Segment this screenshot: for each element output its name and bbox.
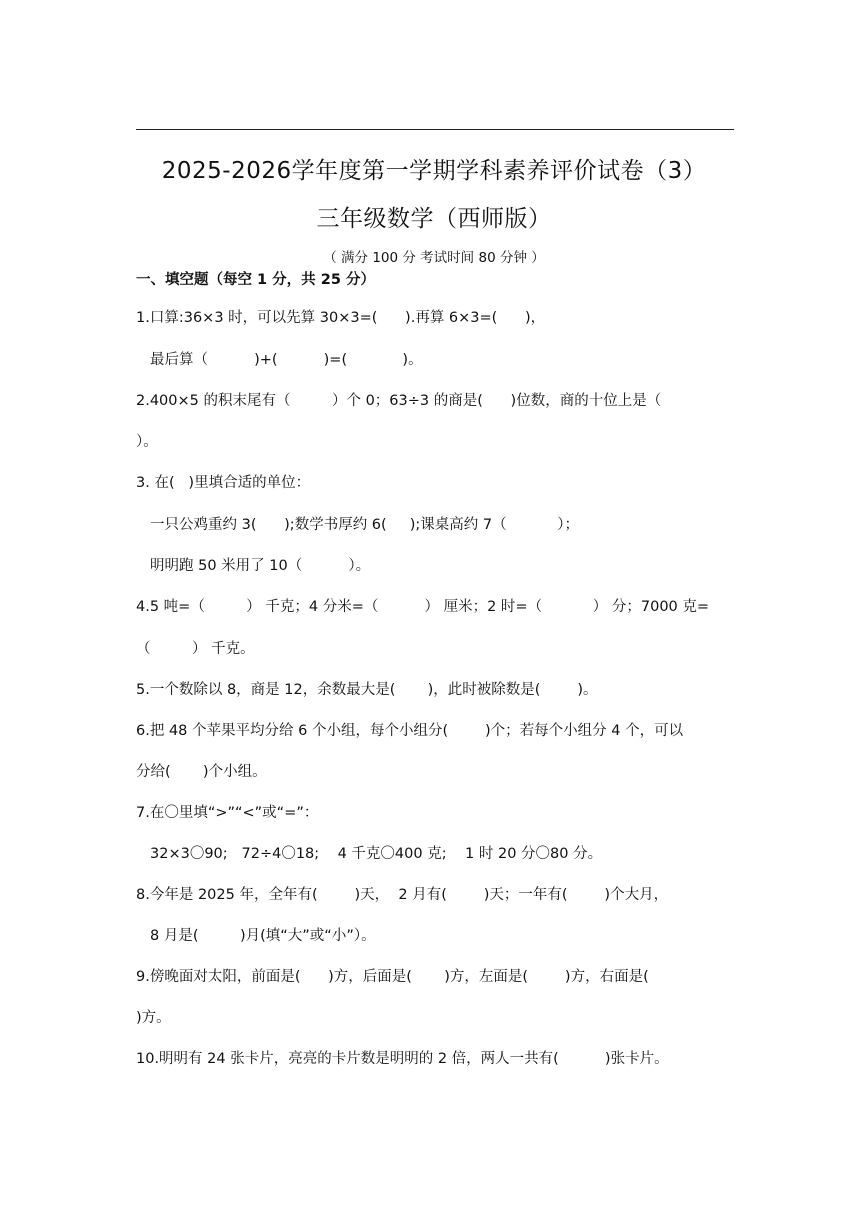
question-9-line-1: 9.傍晚面对太阳，前面是( )方，后面是( )方，左面是( )方，右面是( (136, 969, 649, 985)
question-6-line-2: 分给( )个小组。 (136, 764, 267, 780)
question-2-line-1: 2.400×5 的积末尾有（ ）个 0；63÷3 的商是( )位数，商的十位上是（ (136, 393, 662, 409)
question-7-line-1: 7.在〇里填“>”“<”或“=”： (136, 805, 319, 821)
question-3-line-3: 明明跑 50 米用了 10（ ）。 (150, 558, 371, 574)
question-2-line-2: ）。 (136, 434, 158, 450)
score-info: （ 满分 100 分 考试时间 80 分钟 ） (323, 250, 545, 266)
exam-subtitle: 三年级数学（西师版） (316, 206, 552, 232)
question-8-line-2: 8 月是( )月(填“大”或“小”）。 (150, 928, 376, 944)
header-rule (136, 129, 734, 130)
question-1-line-1: 1.口算:36×3 时，可以先算 30×3=( ).再算 6×3=( )， (136, 310, 546, 326)
question-4-line-2: （ ） 千克。 (136, 641, 255, 657)
question-10: 10.明明有 24 张卡片，亮亮的卡片数是明明的 2 倍，两人一共有( )张卡片。 (136, 1051, 669, 1067)
question-5: 5.一个数除以 8，商是 12，余数最大是( )，此时被除数是( )。 (136, 682, 598, 698)
question-8-line-1: 8.今年是 2025 年，全年有( )天， 2 月有( )天；一年有( )个大月， (136, 887, 669, 903)
question-6-line-1: 6.把 48 个苹果平均分给 6 个小组，每个小组分( )个；若每个小组分 4 个，可以 (136, 723, 684, 739)
section-heading: 一、填空题（每空 1 分，共 25 分） (136, 272, 375, 288)
question-3-line-1: 3. 在( )里填合适的单位： (136, 475, 311, 491)
question-9-line-2: )方。 (136, 1010, 171, 1026)
question-3-line-2: 一只公鸡重约 3( );数学书厚约 6( );课桌高约 7（ ）； (150, 517, 580, 533)
exam-title: 2025-2026学年度第一学期学科素养评价试卷（3） (161, 158, 707, 184)
question-1-line-2: 最后算（ )+( )=( )。 (150, 352, 423, 368)
question-7-line-2: 32×3〇90; 72÷4〇18; 4 千克〇400 克; 1 时 20 分〇80 分。 (150, 846, 603, 862)
question-4-line-1: 4.5 吨=（ ） 千克；4 分米=（ ） 厘米；2 时=（ ） 分；7000 克= (136, 599, 710, 615)
